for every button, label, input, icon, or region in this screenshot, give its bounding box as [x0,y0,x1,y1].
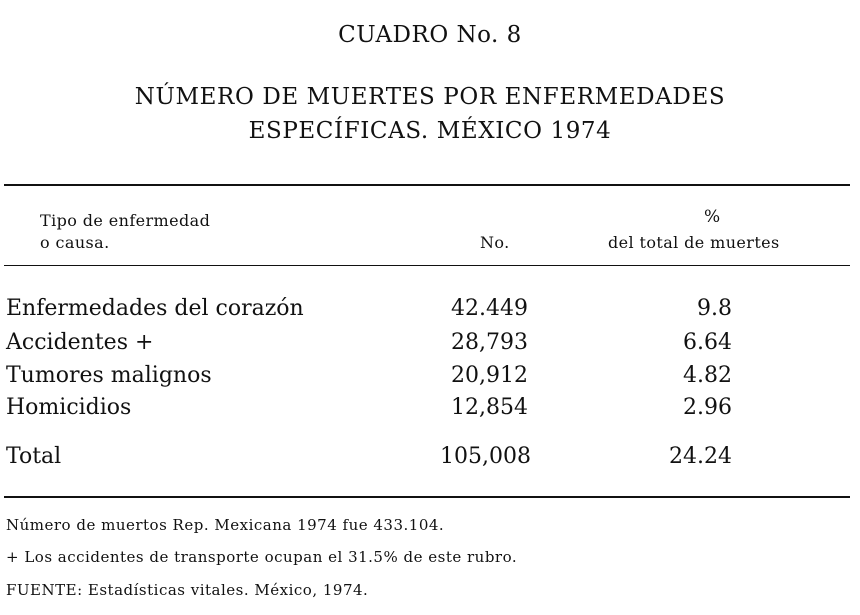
table-title-line-2: ESPECÍFICAS. MÉXICO 1974 [248,118,612,144]
footnote-transport-accidents: + Los accidentes de transporte ocupan el 31.5% de este rubro. [6,548,518,566]
total-label: Total [6,444,62,469]
table-label: CUADRO No. 8 [338,22,522,48]
row-label: Tumores malignos [6,363,212,388]
footnote-source: FUENTE: Estadísticas vitales. México, 1974. [6,581,369,599]
row-label: Accidentes + [6,330,154,355]
header-number: No. [480,233,510,252]
row-number: 28,793 [451,330,528,355]
row-percent: 9.8 [697,296,732,321]
header-disease-type: Tipo de enfermedad [40,211,211,230]
total-number: 105,008 [440,444,531,469]
row-number: 12,854 [451,395,528,420]
row-number: 20,912 [451,363,528,388]
row-label: Enfermedades del corazón [6,296,304,321]
header-disease-cause: o causa. [40,233,110,252]
row-percent: 6.64 [683,330,732,355]
row-label: Homicidios [6,395,132,420]
footnote-total-deaths: Número de muertos Rep. Mexicana 1974 fue 433.104. [6,516,445,534]
header-rule [4,265,850,266]
row-percent: 2.96 [683,395,732,420]
table-title-line-1: NÚMERO DE MUERTES POR ENFERMEDADES [134,84,726,110]
row-percent: 4.82 [683,363,732,388]
bottom-rule [4,496,850,498]
total-percent: 24.24 [669,444,732,469]
top-rule [4,184,850,186]
header-percent-label: del total de muertes [608,233,780,252]
row-number: 42.449 [451,296,528,321]
header-percent-symbol: % [704,207,721,227]
